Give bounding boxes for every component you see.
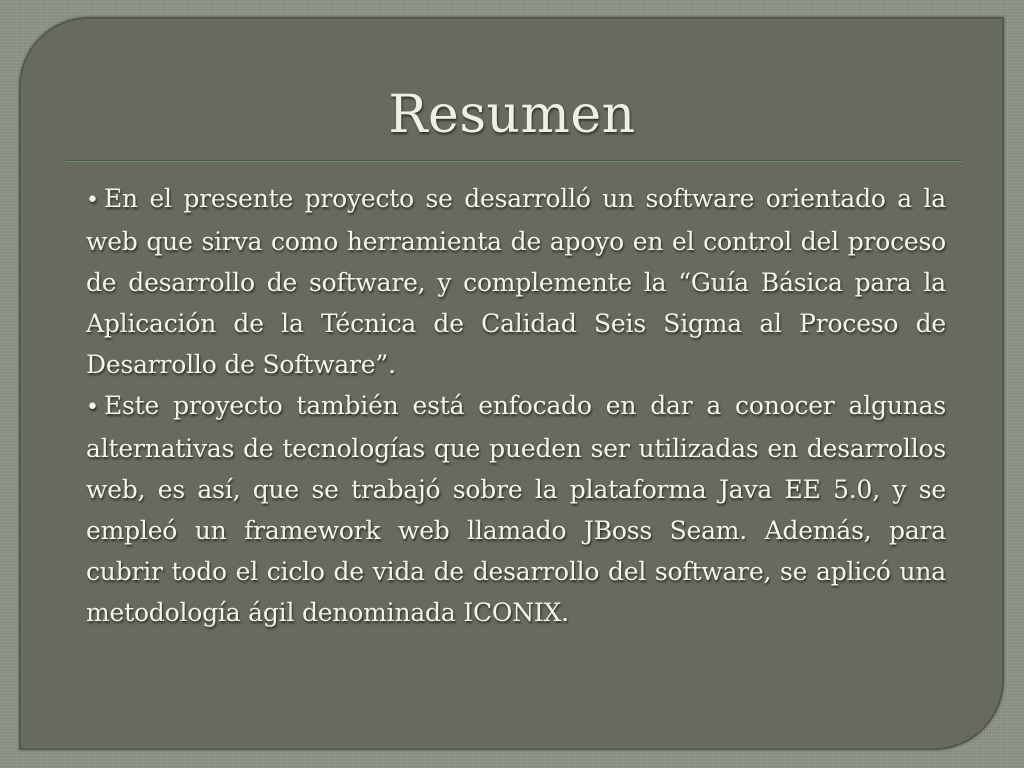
title-divider [66,160,962,162]
bullet-icon: • [86,395,99,420]
bullet-icon: • [86,188,99,213]
bullet-paragraph-2 [86,385,946,633]
bullet-paragraph-1 [86,178,946,385]
slide-content [86,178,946,633]
slide-title: Resumen [388,85,636,145]
bullet-text-1: En el presente proyecto se desarrolló un software orientado a la web que sirva como herramienta de apoyo en el control del proceso de desarrollo de software, y complemente la “Guía Básica para la Aplicación de la Técnica de Calidad Seis Sigma al Proceso de Desarrollo de Software”. [86,184,946,379]
bullet-text-2: Este proyecto también está enfocado en dar a conocer algunas alternativas de tecnologías que pueden ser utilizadas en desarrollos web, es así, que se trabajó sobre la plataforma Java EE 5.0, y se empleó un framework web llamado JBoss Seam. Además, para cubrir todo el ciclo de vida de desarrollo del software, se aplicó una metodología ágil denominada ICONIX. [86,391,946,627]
